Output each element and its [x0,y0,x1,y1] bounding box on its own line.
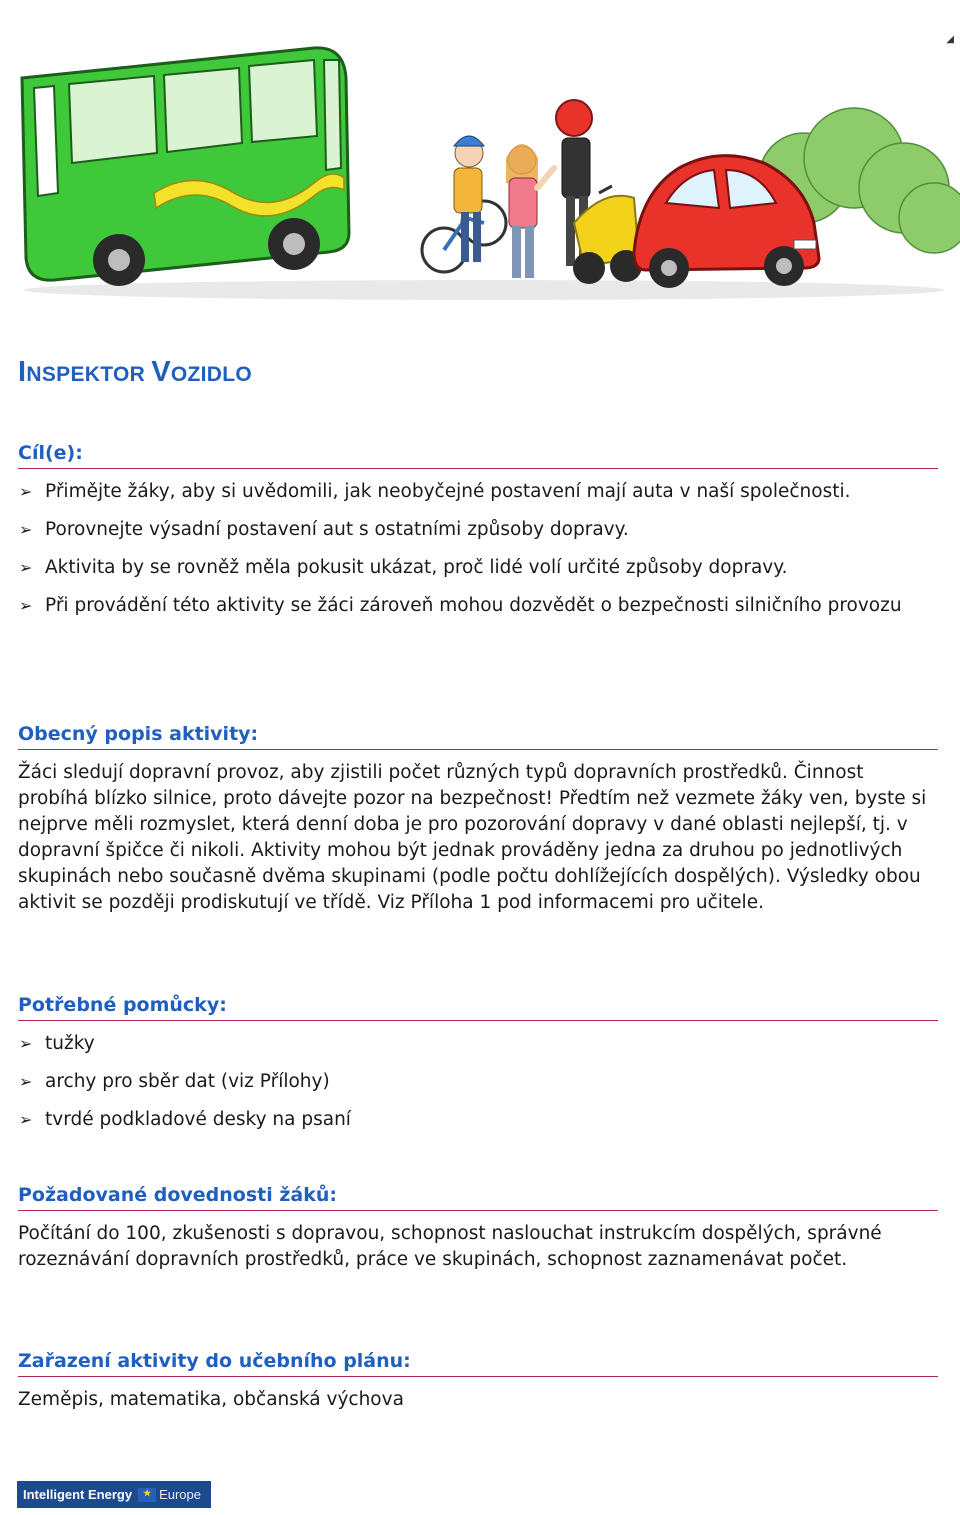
list-item [18,1107,938,1133]
material-text: tužky [45,1033,95,1054]
curriculum-heading: Zařazení aktivity do učebního plánu: [18,1349,938,1377]
arrow-bullet-icon: ➢ [19,596,33,615]
traffic-illustration [14,18,960,303]
hero-illustration [14,18,960,303]
skills-text: Počítání do 100, zkušenosti s dopravou, schopnost naslouchat instrukcím dospělých, správné rozeznávání dopravních prostředků, práce ve skupinách, schopnost zaznamenávat počet. [18,1223,882,1270]
title-initial-1: I [18,356,27,388]
list-item [18,593,938,619]
materials-list [18,1031,938,1133]
skills-section [18,1183,938,1273]
goal-text: Aktivita by se rovněž měla pokusit ukázat, proč lidé volí určité způsoby dopravy. [45,557,788,578]
list-item [18,555,938,581]
arrow-bullet-icon: ➢ [19,558,33,577]
list-item [18,1031,938,1057]
goals-list [18,479,938,619]
materials-heading: Potřebné pomůcky: [18,993,938,1021]
description-heading: Obecný popis aktivity: [18,722,938,750]
girl-drawing [506,144,554,278]
title-initial-2: V [151,356,171,388]
list-item [18,517,938,543]
page-title [18,356,252,389]
curriculum-section [18,1349,938,1413]
arrow-bullet-icon: ➢ [19,520,33,539]
arrow-bullet-icon: ➢ [19,1110,33,1129]
material-text: tvrdé podkladové desky na psaní [45,1109,351,1130]
cyclist-drawing [422,136,506,272]
bus-drawing [22,48,349,286]
goal-text: Přimějte žáky, aby si uvědomili, jak neobyčejné postavení mají auta v naší společnosti. [45,481,851,502]
eu-flag-icon [138,1488,156,1502]
materials-section [18,993,938,1145]
logo-main-text: Intelligent Energy [23,1487,133,1502]
scooter-drawing [556,100,642,284]
material-text: archy pro sběr dat (viz Přílohy) [45,1071,330,1092]
title-rest-2: OZIDLO [170,363,252,386]
goals-heading: Cíl(e): [18,441,938,469]
curriculum-text: Zeměpis, matematika, občanská výchova [18,1389,404,1410]
intelligent-energy-logo [17,1481,211,1508]
goal-text: Při provádění této aktivity se žáci zároveň mohou dozvědět o bezpečnosti silničního provozu [45,595,902,616]
goal-text: Porovnejte výsadní postavení aut s ostatními způsoby dopravy. [45,519,629,540]
goals-section [18,441,938,631]
arrow-bullet-icon: ➢ [19,1072,33,1091]
description-text: Žáci sledují dopravní provoz, aby zjistili počet různých typů dopravních prostředků. Činnost probíhá blízko silnice, proto dávejte pozor na bezpečnost! Předtím než vezmete žáky ven, byste si nejprve měli rozmyslet, která denní doba je pro pozorování dopravy v dané oblasti nejlepší, tj. v dopravní špičce či nikoli. Aktivity mohou být jednak prováděny jedna za druhou po jednotlivých skupinách nebo současně dvěma skupinami (podle počtu dohlížejících dospělých). Výsledky obou aktivit se později prodiskutují ve třídě. Viz Příloha 1 pod informacemi pro učitele. [18,762,927,913]
arrow-bullet-icon: ➢ [19,482,33,501]
arrow-bullet-icon: ➢ [19,1034,33,1053]
page-corner-mark: ◢ [946,34,954,45]
skills-heading: Požadované dovednosti žáků: [18,1183,938,1211]
description-section [18,722,938,916]
title-rest-1: NSPEKTOR [26,363,152,386]
list-item [18,1069,938,1095]
logo-region-text: Europe [159,1487,201,1502]
list-item [18,479,938,505]
ground-shadow [24,280,944,300]
